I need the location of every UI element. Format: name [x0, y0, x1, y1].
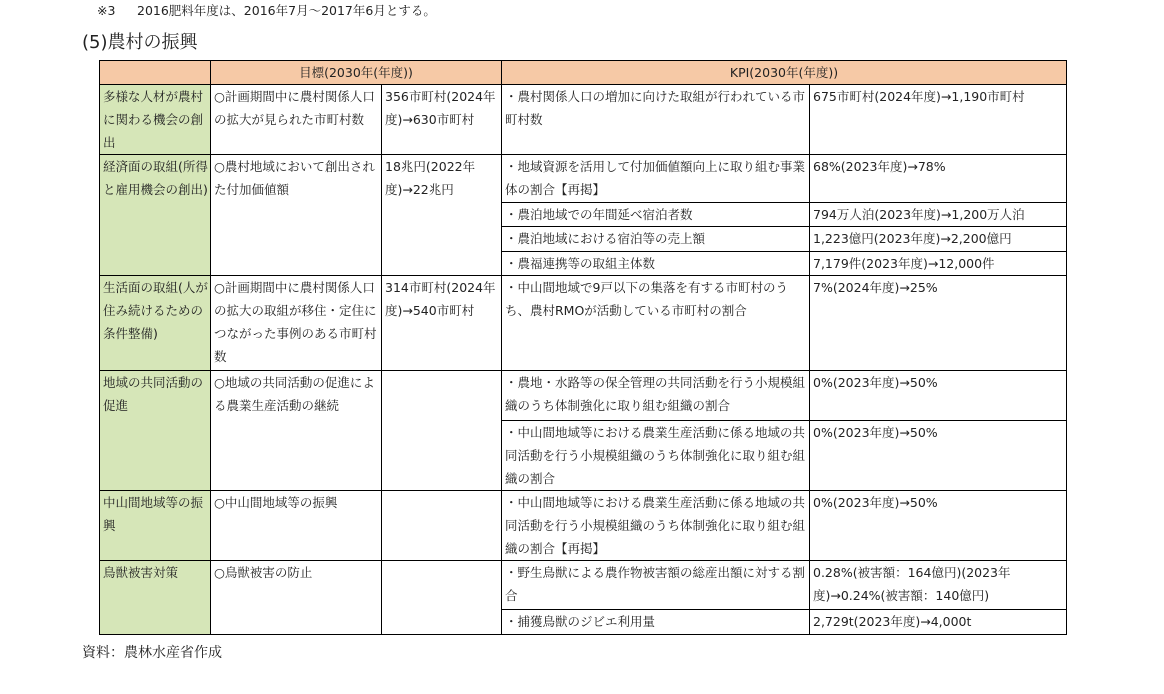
kpi-item-cell: ・野生鳥獣による農作物被害額の総産出額に対する割合: [502, 561, 810, 610]
goal-cell: ○計画期間中に農村関係人口の拡大が見られた市町村数: [211, 85, 382, 155]
kpi-value-cell: 0%(2023年度)→50%: [810, 371, 1067, 421]
kpi-value-cell: 794万人泊(2023年度)→1,200万人泊: [810, 203, 1067, 227]
footnote-mark: ※3: [97, 3, 116, 18]
kpi-table: [99, 60, 1067, 635]
category-cell: 地域の共同活動の促進: [100, 371, 211, 491]
table-header-row: [100, 61, 1067, 85]
kpi-item-cell: ・農泊地域における宿泊等の売上額: [502, 227, 810, 252]
kpi-item-cell: ・農村関係人口の増加に向けた取組が行われている市町村数: [502, 85, 810, 155]
goal-cell: ○計画期間中に農村関係人口の拡大の取組が移住・定住につながった事例のある市町村数: [211, 276, 382, 371]
header-goal: 目標(2030年(年度)): [211, 61, 502, 85]
goal-cell: ○鳥獣被害の防止: [211, 561, 382, 635]
footnote: [97, 2, 436, 20]
kpi-item-cell: ・捕獲鳥獣のジビエ利用量: [502, 610, 810, 635]
header-blank: [100, 61, 211, 85]
goal-cell: ○地域の共同活動の促進による農業生産活動の継続: [211, 371, 382, 491]
target-cell: [382, 491, 502, 561]
table-row: [100, 561, 1067, 610]
kpi-value-cell: 68%(2023年度)→78%: [810, 155, 1067, 203]
target-cell: 356市町村(2024年度)→630市町村: [382, 85, 502, 155]
kpi-item-cell: ・農泊地域での年間延べ宿泊者数: [502, 203, 810, 227]
target-cell: [382, 371, 502, 491]
target-cell: [382, 561, 502, 635]
footnote-text: 2016肥料年度は、2016年7月～2017年6月とする。: [137, 3, 436, 18]
kpi-item-cell: ・中山間地域等における農業生産活動に係る地域の共同活動を行う小規模組織のうち体制強化に取り組む組織の割合: [502, 421, 810, 491]
kpi-item-cell: ・農福連携等の取組主体数: [502, 252, 810, 276]
table-row: [100, 155, 1067, 203]
header-kpi: KPI(2030年(年度)): [502, 61, 1067, 85]
category-cell: 多様な人材が農村に関わる機会の創出: [100, 85, 211, 155]
source-note: 資料：農林水産省作成: [82, 645, 222, 661]
kpi-value-cell: 7,179件(2023年度)→12,000件: [810, 252, 1067, 276]
goal-cell: ○農村地域において創出された付加価値額: [211, 155, 382, 276]
kpi-item-cell: ・農地・水路等の保全管理の共同活動を行う小規模組織のうち体制強化に取り組む組織の割合: [502, 371, 810, 421]
kpi-value-cell: 2,729t(2023年度)→4,000t: [810, 610, 1067, 635]
section-title: (5)農村の振興: [82, 32, 198, 53]
category-cell: 生活面の取組(人が住み続けるための条件整備): [100, 276, 211, 371]
kpi-item-cell: ・地域資源を活用して付加価値額向上に取り組む事業体の割合【再掲】: [502, 155, 810, 203]
target-cell: 314市町村(2024年度)→540市町村: [382, 276, 502, 371]
kpi-item-cell: ・中山間地域等における農業生産活動に係る地域の共同活動を行う小規模組織のうち体制強化に取り組む組織の割合【再掲】: [502, 491, 810, 561]
kpi-value-cell: 0%(2023年度)→50%: [810, 491, 1067, 561]
kpi-value-cell: 675市町村(2024年度)→1,190市町村: [810, 85, 1067, 155]
table-row: [100, 491, 1067, 561]
kpi-item-cell: ・中山間地域で9戸以下の集落を有する市町村のうち、農村RMOが活動している市町村の割合: [502, 276, 810, 371]
kpi-value-cell: 7%(2024年度)→25%: [810, 276, 1067, 371]
target-cell: 18兆円(2022年度)→22兆円: [382, 155, 502, 276]
table-row: [100, 85, 1067, 155]
kpi-value-cell: 0%(2023年度)→50%: [810, 421, 1067, 491]
category-cell: 鳥獣被害対策: [100, 561, 211, 635]
kpi-value-cell: 1,223億円(2023年度)→2,200億円: [810, 227, 1067, 252]
kpi-value-cell: 0.28%(被害額：164億円)(2023年度)→0.24%(被害額：140億円): [810, 561, 1067, 610]
goal-cell: ○中山間地域等の振興: [211, 491, 382, 561]
category-cell: 経済面の取組(所得と雇用機会の創出): [100, 155, 211, 276]
table-row: [100, 276, 1067, 371]
table-row: [100, 371, 1067, 421]
category-cell: 中山間地域等の振興: [100, 491, 211, 561]
